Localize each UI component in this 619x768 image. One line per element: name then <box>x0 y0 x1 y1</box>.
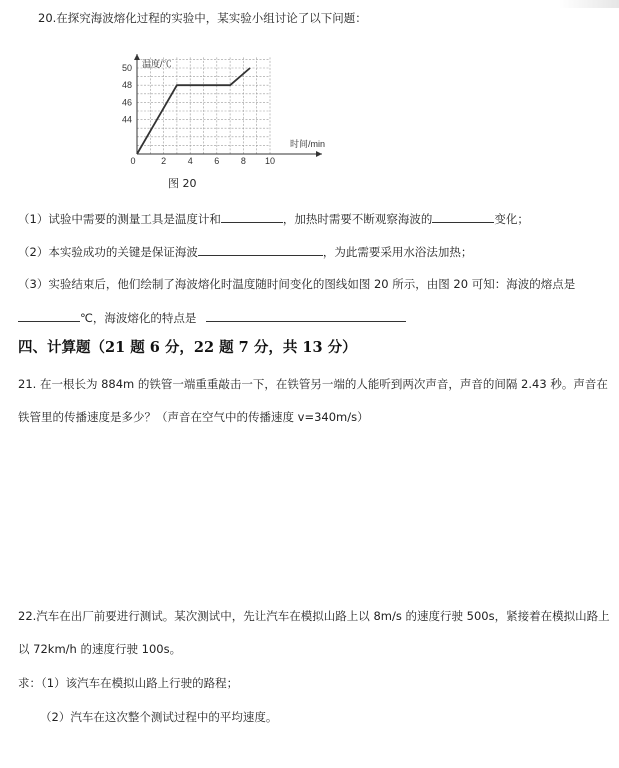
q22-line1: 22.汽车在出厂前要进行测试。某次测试中，先让汽车在模拟山路上以 8m/s 的速度行驶 500s，紧接着在模拟山路上 <box>18 609 610 623</box>
q20-sub1 <box>18 210 529 227</box>
origin-label: 0 <box>130 156 136 166</box>
x-tick-label: 2 <box>161 156 167 166</box>
x-axis-label: 时间/min <box>290 139 326 149</box>
answer-blank-melting-feature[interactable] <box>206 309 406 322</box>
q22-line3: 求：（1）该汽车在模拟山路上行驶的路程； <box>18 676 239 690</box>
y-tick-label: 48 <box>121 80 132 91</box>
q20-sub1-part-b: ，加热时需要不断观察海波的 <box>282 212 433 226</box>
y-tick-label: 50 <box>121 63 132 73</box>
answer-blank-observation[interactable] <box>432 210 494 223</box>
answer-blank-measuring-tool[interactable] <box>221 210 283 223</box>
q20-sub3: （3）实验结束后，他们绘制了海波熔化时温度随时间变化的图线如图 20 所示，由图 20 可知：海波的熔点是 <box>18 277 576 291</box>
q20-sub1-part-c: 变化； <box>494 212 529 226</box>
temperature-time-chart <box>110 50 330 175</box>
q22-line4: （2）汽车在这次整个测试过程中的平均速度。 <box>40 710 278 724</box>
x-tick-label: 6 <box>214 156 220 166</box>
q20-sub3-part-b: ℃，海波熔化的特点是 <box>80 311 197 325</box>
x-tick-label: 10 <box>264 156 276 166</box>
page-corner-shade <box>559 0 619 8</box>
q20-sub2 <box>18 243 472 260</box>
answer-blank-melting-point[interactable] <box>18 309 80 322</box>
x-tick-label: 8 <box>240 156 246 166</box>
q20-sub1-part-a: （1）试验中需要的测量工具是温度计和 <box>18 212 221 226</box>
q20-sub2-part-b: ，为此需要采用水浴法加热； <box>322 245 473 259</box>
q21-line2: 铁管里的传播速度是多少？（声音在空气中的传播速度 v=340m/s） <box>18 410 369 424</box>
answer-blank-key-condition[interactable] <box>198 243 323 256</box>
x-axis-arrow <box>316 151 322 157</box>
x-tick-label: 4 <box>187 156 193 166</box>
q21-line1: 21. 在一根长为 884m 的铁管一端重重敲击一下，在铁管另一端的人能听到两次声音，声音的间隔 2.43 秒。声音在 <box>18 377 608 391</box>
section-4-heading: 四、计算题（21 题 6 分，22 题 7 分，共 13 分） <box>18 339 357 356</box>
figure-caption: 图 20 <box>168 177 197 190</box>
q20-intro: 20.在探究海波熔化过程的实验中，某实验小组讨论了以下问题： <box>38 11 367 25</box>
q20-sub3-cont <box>18 309 406 326</box>
y-axis-label: 温度/℃ <box>142 59 172 69</box>
y-tick-label: 46 <box>121 97 132 108</box>
q20-sub2-part-a: （2）本实验成功的关键是保证海波 <box>18 245 198 259</box>
y-tick-label: 44 <box>121 114 132 125</box>
y-axis-arrow <box>134 54 140 60</box>
q22-line2: 以 72km/h 的速度行驶 100s。 <box>18 642 182 656</box>
